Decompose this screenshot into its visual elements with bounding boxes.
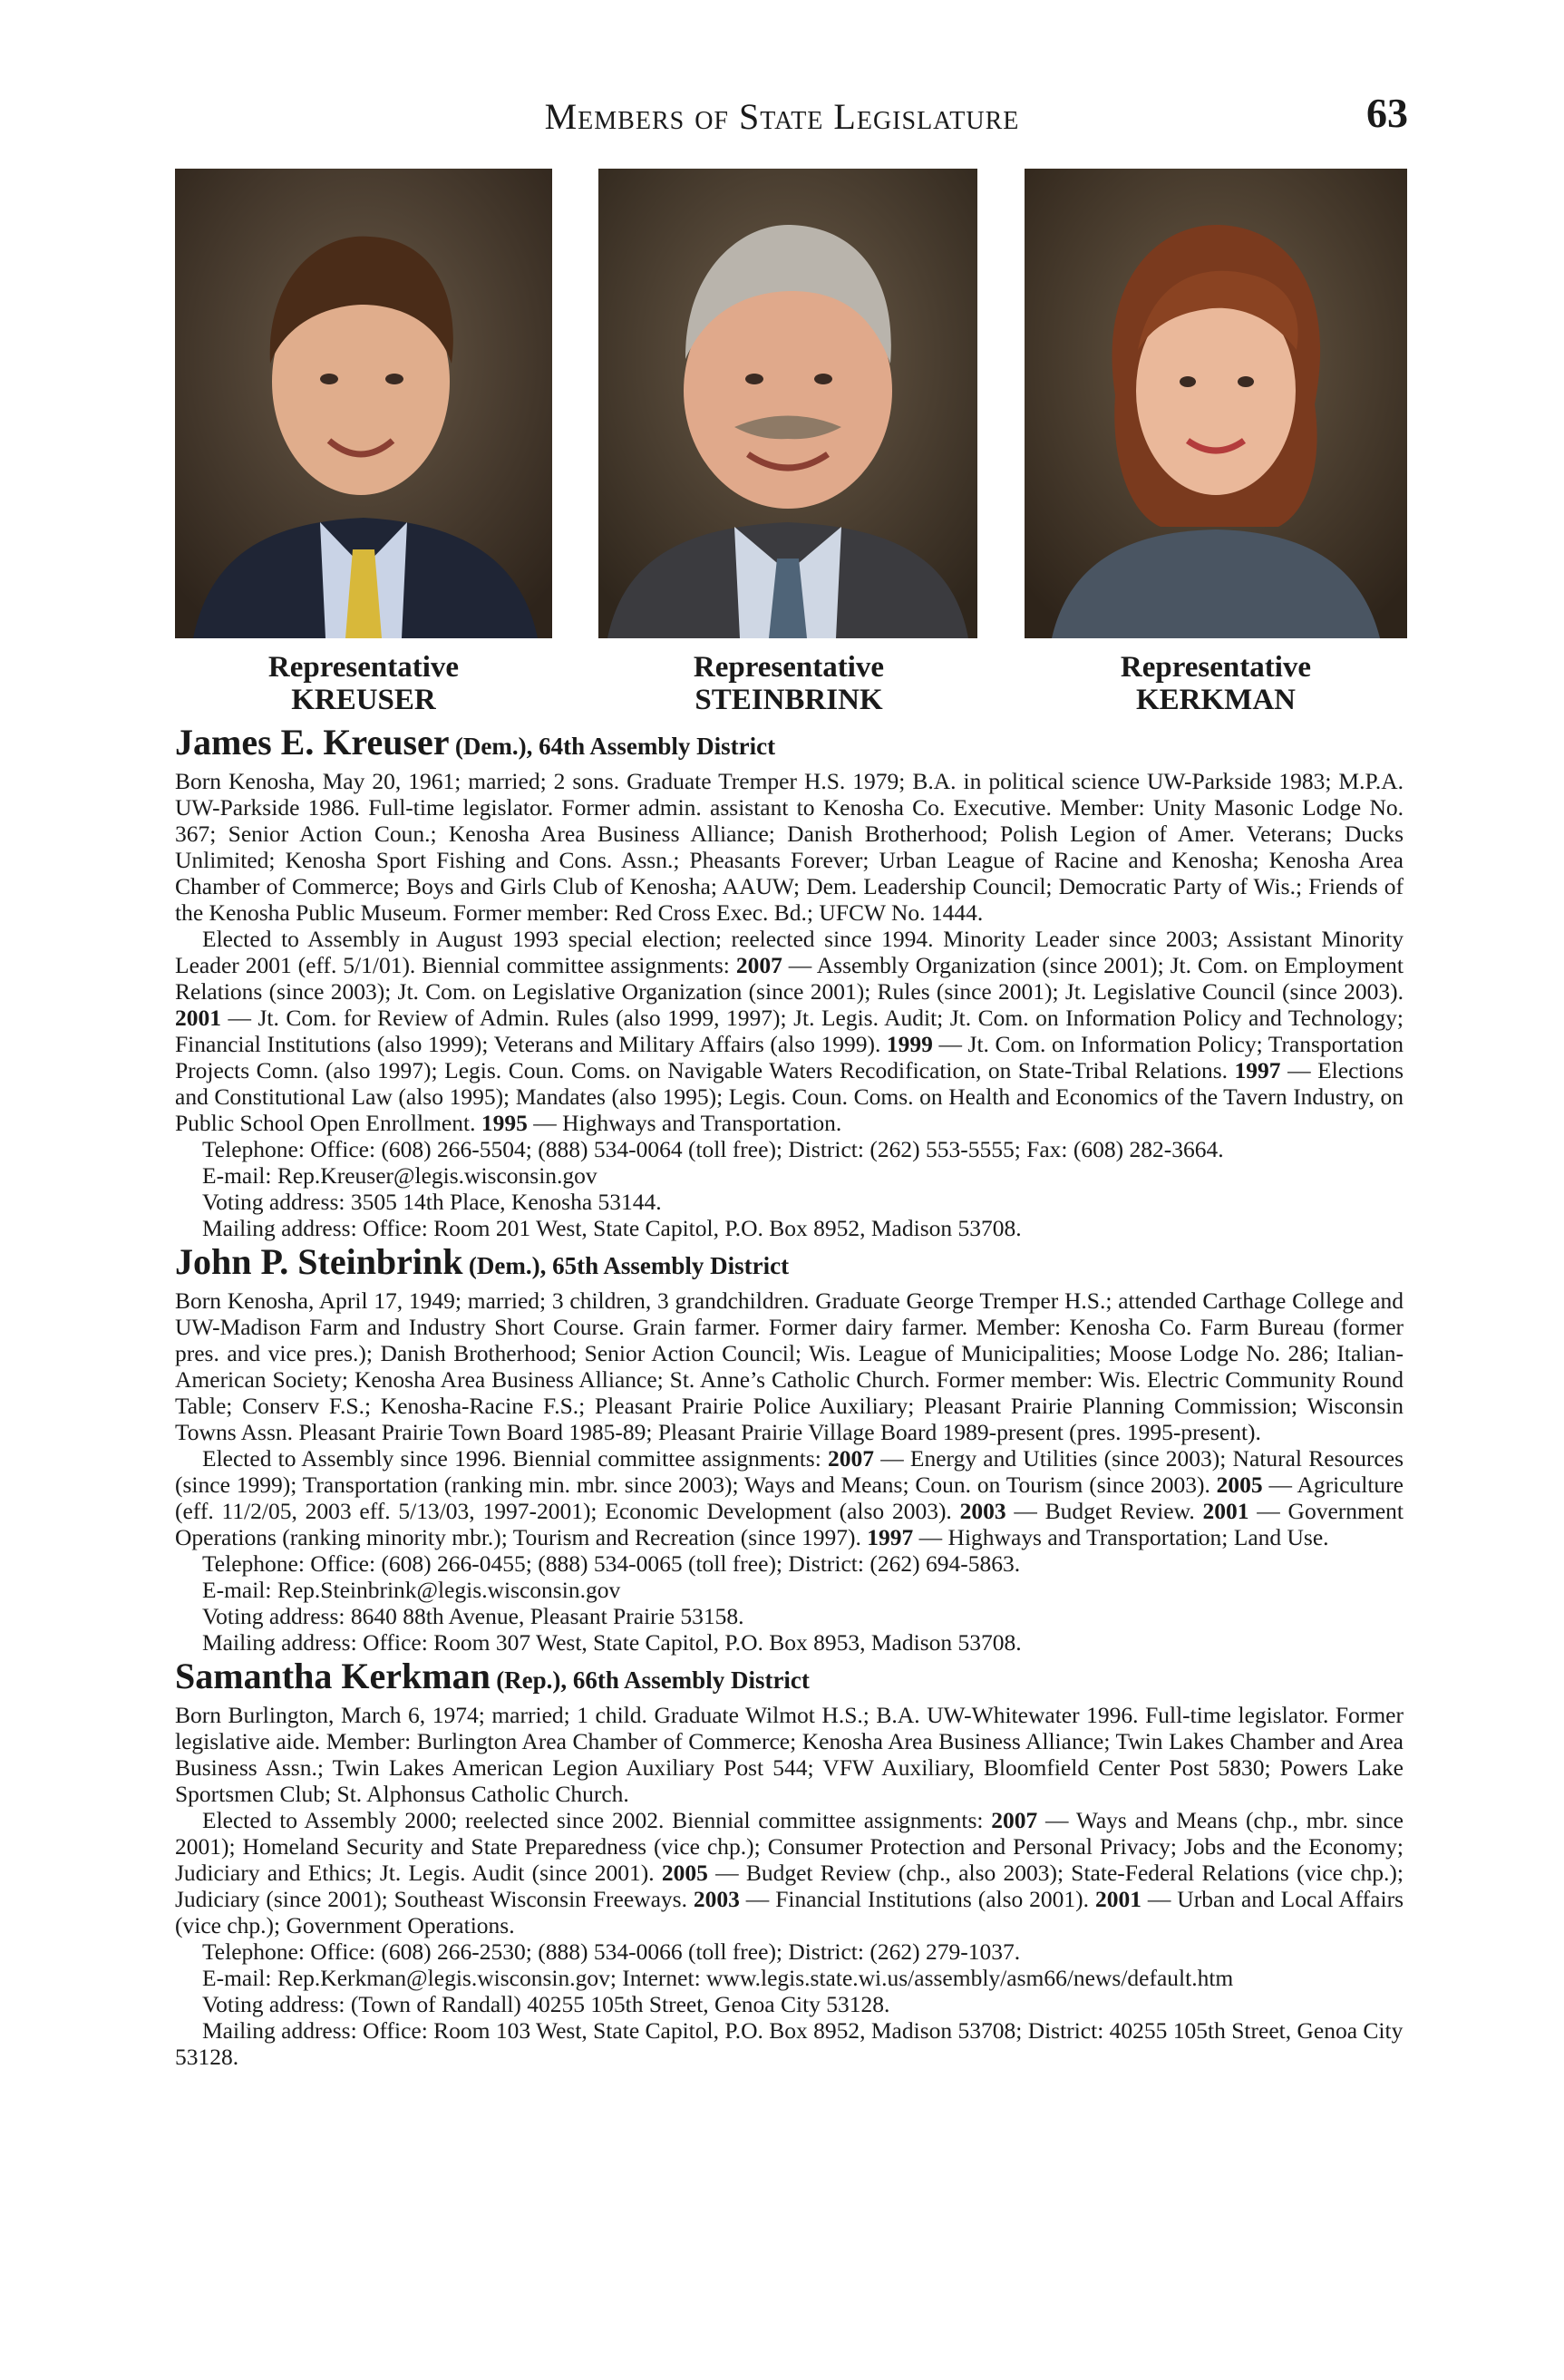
caption-name: KERKMAN [1136,684,1296,716]
member-mailing-address: Mailing address: Office: Room 307 West, State Capitol, P.O. Box 8953, Madison 53708. [202,1629,1022,1656]
member-heading [175,1656,1404,1702]
member-mailing-address: Mailing address: Office: Room 103 West, State Capitol, P.O. Box 8952, Madison 53708; District: 40255 105th Street, Genoa City 53128. [175,2017,1404,2070]
service-text: — Highways and Transportation; Land Use. [913,1524,1329,1550]
photo-caption-steinbrink [589,651,988,716]
member-heading [175,722,1404,768]
session-year: 2001 [1202,1498,1249,1524]
service-text: — Agriculture (eff. 11/2/05, 2003 eff. 5/13/03, 1997-2001); Economic Development (also 2003). [175,1472,1404,1524]
caption-title: Representative [1120,651,1312,684]
member-email: E-mail: Rep.Kreuser@legis.wisconsin.gov [202,1162,597,1189]
session-year: 1995 [481,1110,528,1136]
member-section-steinbrink [175,1241,1404,1656]
member-voting-address: Voting address: 8640 88th Avenue, Pleasant Prairie 53158. [202,1603,744,1629]
caption-title: Representative [267,651,460,684]
session-year: 2007 [735,952,782,978]
member-email: E-mail: Rep.Kerkman@legis.wisconsin.gov; Internet: www.legis.state.wi.us/assembly/asm66/news/default.htm [202,1965,1234,1991]
member-party-district: (Rep.), 66th Assembly District [496,1666,810,1694]
service-text: — Highways and Transportation. [527,1110,842,1136]
member-heading [175,1241,1404,1287]
page-number: 63 [1366,90,1408,136]
session-year: 2003 [693,1886,740,1912]
session-year: 1999 [886,1031,933,1057]
portrait-photo-kerkman [1025,169,1407,638]
portrait-photo-kreuser [175,169,552,638]
service-text: — Financial Institutions (also 2001). [739,1886,1095,1912]
member-service [175,926,1404,1136]
service-text: Elected to Assembly since 1996. Biennial committee assignments: [202,1445,829,1472]
caption-name: STEINBRINK [695,684,883,716]
member-telephone: Telephone: Office: (608) 266-0455; (888) 534-0065 (toll free); District: (262) 694-5863. [202,1550,1021,1577]
session-year: 2005 [1216,1472,1263,1498]
member-email: E-mail: Rep.Steinbrink@legis.wisconsin.gov [202,1577,621,1603]
service-text: — Budget Review (chp., also 2003); State-Federal Relations (vice chp.); Judiciary (since 2001); Southeast Wisconsin Freeways. [175,1860,1404,1912]
member-party-district: (Dem.), 64th Assembly District [454,733,776,760]
member-telephone: Telephone: Office: (608) 266-2530; (888) 534-0066 (toll free); District: (262) 279-1037. [202,1938,1021,1965]
member-bio: Born Kenosha, May 20, 1961; married; 2 sons. Graduate Tremper H.S. 1979; B.A. in political science UW-Parkside 1983; M.P.A. UW-Parkside 1986. Full-time legislator. Former admin. assistant to Kenosha Co. Executive. Member: Unity Masonic Lodge No. 367; Senior Action Coun.; Kenosha Area Business Alliance; Danish Brotherhood; Polish Legion of Amer. Veterans; Ducks Unlimited; Kenosha Sport Fishing and Cons. Assn.; Pheasants Forever; Urban League of Racine and Kenosha; Kenosha Area Chamber of Commerce; Boys and Girls Club of Kenosha; AAUW; Dem. Leadership Council; Democratic Party of Wis.; Friends of the Kenosha Public Museum. Former member: Red Cross Exec. Bd.; UFCW No. 1444. [175,768,1404,926]
service-text: — Government Operations (ranking minority mbr.); Tourism and Recreation (since 1997). [175,1498,1404,1550]
service-text: — Jt. Com. for Review of Admin. Rules (also 1999, 1997); Jt. Legis. Audit; Jt. Com. on Information Policy and Technology; Financial Institutions (also 1999); Veterans and Military Affairs (also 1999). [175,1005,1404,1057]
service-text: — Urban and Local Affairs (vice chp.); Government Operations. [175,1886,1404,1938]
member-service [175,1807,1404,1938]
session-year: 2005 [661,1860,708,1886]
member-party-district: (Dem.), 65th Assembly District [468,1252,790,1279]
member-name: Samantha Kerkman [175,1656,491,1696]
member-bio: Born Burlington, March 6, 1974; married; 1 child. Graduate Wilmot H.S.; B.A. UW-Whitewater 1996. Full-time legislator. Former legislative aide. Member: Burlington Area Chamber of Commerce; Kenosha Area Business Alliance; Twin Lakes Chamber and Area Business Assn.; Twin Lakes American Legion Auxiliary Post 544; VFW Auxiliary, Bloomfield Center Post 5830; Powers Lake Sportsmen Club; St. Alphonsus Catholic Church. [175,1702,1404,1807]
session-year: 2007 [828,1445,875,1472]
service-text: Elected to Assembly 2000; reelected since 2002. Biennial committee assignments: [202,1807,992,1833]
session-year: 1997 [867,1524,914,1550]
photo-caption-kerkman [1016,651,1415,716]
member-mailing-address: Mailing address: Office: Room 201 West, State Capitol, P.O. Box 8952, Madison 53708. [202,1215,1022,1241]
service-text: — Ways and Means (chp., mbr. since 2001); Homeland Security and State Preparedness (vice chp.); Consumer Protection and Personal Privacy; Jobs and the Economy; Judiciary and Ethics; Jt. Legis. Audit (since 2001). [175,1807,1404,1886]
service-text: — Elections and Constitutional Law (also 1995); Mandates (also 1995); Legis. Coun. Coms. on Health and Economics of the Tavern Industry, on Public School Open Enrollment. [175,1057,1404,1136]
session-year: 2001 [175,1005,221,1031]
service-text: — Energy and Utilities (since 2003); Natural Resources (since 1999); Transportation (ranking min. mbr. since 2003); Ways and Means; Coun. on Tourism (since 2003). [175,1445,1404,1498]
portrait-photo-steinbrink [598,169,977,638]
service-text: — Assembly Organization (since 2001); Jt. Com. on Employment Relations (since 2003); Jt. Com. on Legislative Organization (since 2001); Rules (since 2001); Jt. Legislative Council (since 2003). [175,952,1404,1005]
member-name: John P. Steinbrink [175,1241,463,1282]
caption-title: Representative [693,651,885,684]
member-service [175,1445,1404,1550]
service-text: Elected to Assembly in August 1993 special election; reelected since 1994. Minority Leader since 2003; Assistant Minority Leader 2001 (eff. 5/1/01). Biennial committee assignments: [175,926,1404,978]
service-text: — Budget Review. [1005,1498,1203,1524]
session-year: 2001 [1094,1886,1141,1912]
member-voting-address: Voting address: 3505 14th Place, Kenosha 53144. [202,1189,662,1215]
member-biographies [175,722,1404,2070]
member-telephone: Telephone: Office: (608) 266-5504; (888) 534-0064 (toll free); District: (262) 553-5555; Fax: (608) 282-3664. [202,1136,1224,1162]
member-voting-address: Voting address: (Town of Randall) 40255 105th Street, Genoa City 53128. [202,1991,890,2017]
session-year: 2003 [959,1498,1006,1524]
member-section-kerkman [175,1656,1404,2070]
photo-caption-kreuser [164,651,563,716]
member-section-kreuser [175,722,1404,1241]
session-year: 1997 [1234,1057,1281,1083]
running-head: Members of State Legislature [544,96,1020,137]
service-text: — Jt. Com. on Information Policy; Transportation Projects Comn. (also 1997); Legis. Coun. Coms. on Navigable Waters Recodification, on State-Tribal Relations. [175,1031,1404,1083]
member-name: James E. Kreuser [175,722,450,763]
session-year: 2007 [991,1807,1038,1833]
member-bio: Born Kenosha, April 17, 1949; married; 3 children, 3 grandchildren. Graduate George Tremper H.S.; attended Carthage College and UW-Madison Farm and Industry Short Course. Grain farmer. Former dairy farmer. Member: Kenosha Co. Farm Bureau (former pres. and vice pres.); Danish Brotherhood; Senior Action Council; Wis. League of Municipalities; Moose Lodge No. 286; Italian-American Society; Kenosha Area Business Alliance; St. Anne’s Catholic Church. Former member: Wis. Electric Community Round Table; Conserv F.S.; Kenosha-Racine F.S.; Pleasant Prairie Police Auxiliary; Pleasant Prairie Planning Commission; Wisconsin Towns Assn. Pleasant Prairie Town Board 1985-89; Pleasant Prairie Village Board 1989-present (pres. 1995-present). [175,1287,1404,1445]
caption-name: KREUSER [291,684,436,716]
